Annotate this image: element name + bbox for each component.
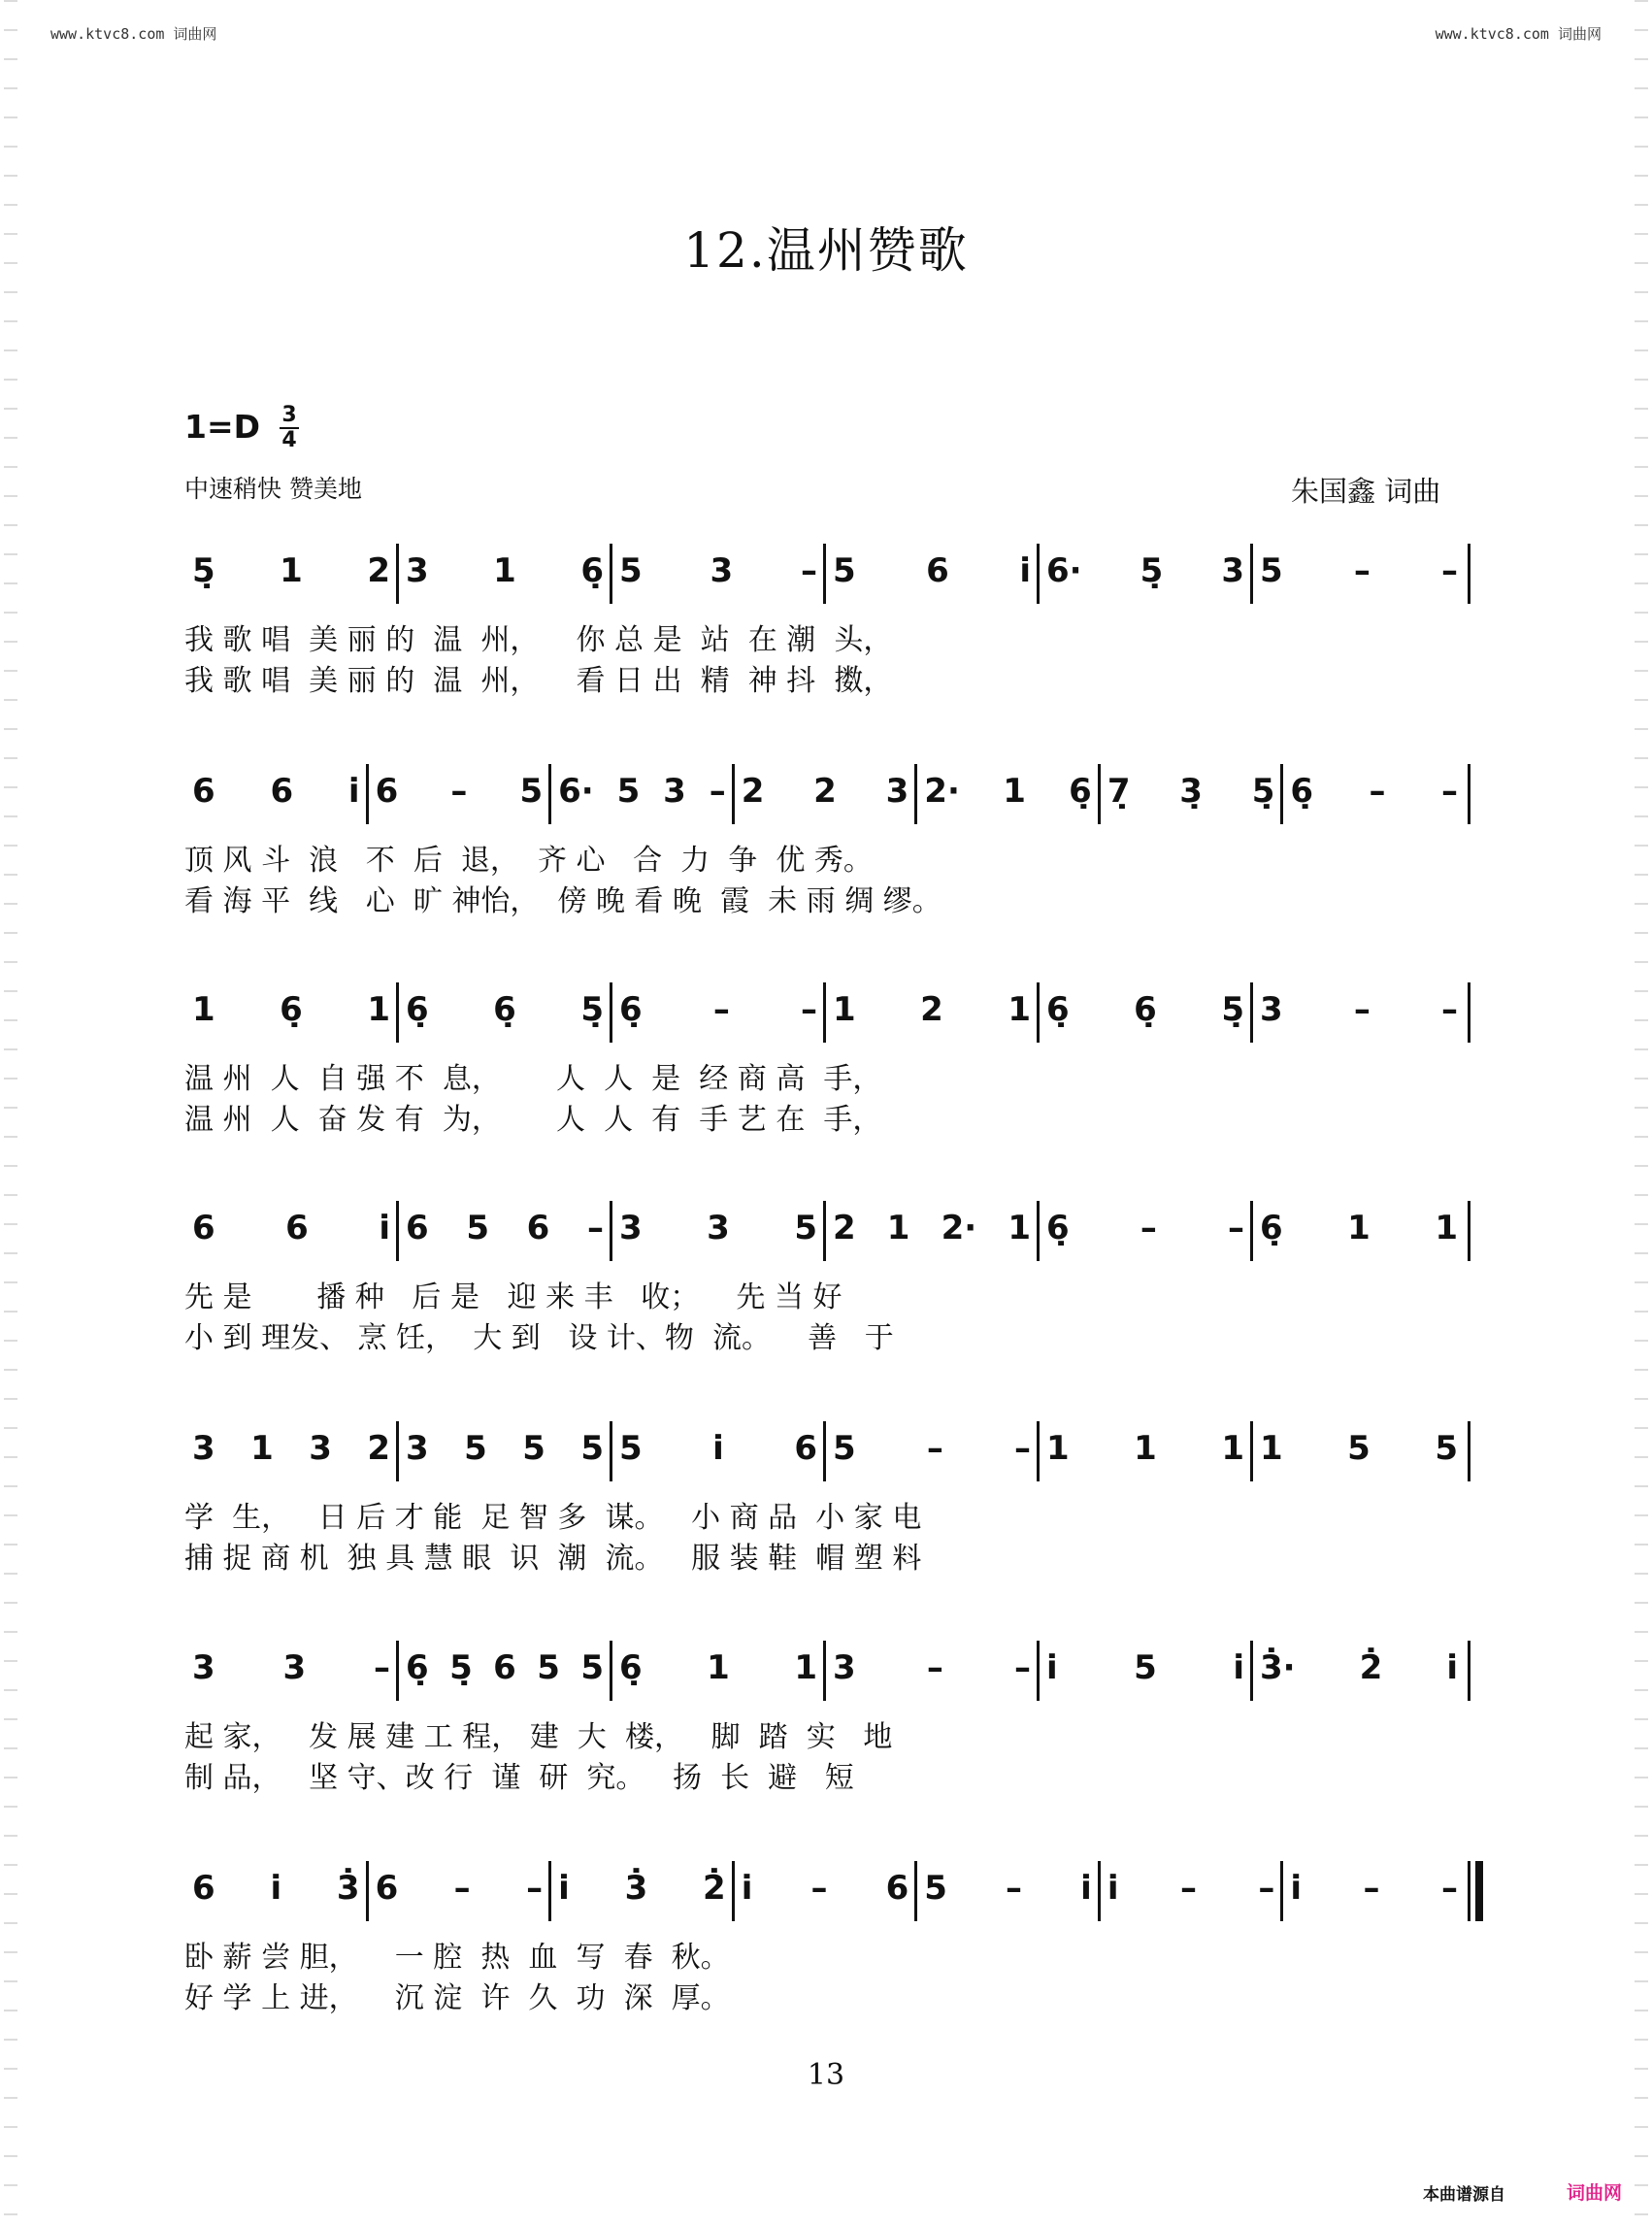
barline — [1098, 764, 1101, 824]
measure-1-6: 5 – – — [1260, 551, 1458, 590]
barline — [366, 764, 369, 824]
measure-4-3: 3 3 5 — [619, 1209, 817, 1247]
lyric-line-4-2: 小 到 理发、 烹 饪， 大 到 设 计、物 流。 善 于 — [184, 1321, 894, 1355]
measure-3-1: 1 6̣ 1 — [192, 990, 390, 1029]
measure-4-6: 6̣ 1 1 — [1260, 1209, 1458, 1247]
measure-7-7: i̇ – – — [1290, 1869, 1458, 1908]
header-left: www.ktvc8.com 词曲网 — [50, 25, 217, 43]
lyric-line-7-2: 好 学 上 进， 沉 淀 许 久 功 深 厚。 — [184, 1981, 730, 2015]
barline — [1250, 982, 1253, 1043]
measure-7-1: 6 i̇ 3̇ — [192, 1869, 360, 1908]
footer-logo: 词曲网 — [1567, 2182, 1623, 2204]
barline — [1037, 1641, 1040, 1701]
lyric-line-1-2: 我 歌 唱 美 丽 的 温 州， 看 日 出 精 神 抖 擞， — [184, 664, 893, 698]
end-barline — [1468, 764, 1470, 824]
time-signature — [280, 404, 299, 452]
measure-7-6: i̇ – – — [1107, 1869, 1275, 1908]
barline — [1280, 764, 1283, 824]
barline — [1250, 1641, 1253, 1701]
measure-5-2: 3 5 5 5 — [406, 1429, 604, 1468]
barline — [823, 544, 826, 604]
end-barline — [1468, 544, 1470, 604]
measure-2-6: 7̣ 3̣ 5̣ — [1107, 772, 1275, 811]
page-number: 13 — [807, 2058, 845, 2092]
footer-source-text: 本曲谱源自 — [1423, 2185, 1505, 2205]
barline — [1250, 1201, 1253, 1261]
lyric-line-3-2: 温 州 人 奋 发 有 为， 人 人 有 手 艺 在 手， — [184, 1103, 882, 1137]
barline — [396, 982, 399, 1043]
measure-5-6: 1 5 5 — [1260, 1429, 1458, 1468]
barline — [1037, 544, 1040, 604]
barline — [610, 1201, 612, 1261]
barline — [548, 764, 551, 824]
barline — [732, 764, 735, 824]
measure-6-5: i̇ 5 i̇ — [1046, 1648, 1244, 1687]
measure-1-5: 6· 5̣ 3 — [1046, 551, 1244, 590]
final-barline-thick — [1475, 1861, 1483, 1921]
barline — [610, 1421, 612, 1481]
end-barline — [1468, 1201, 1470, 1261]
measure-2-5: 2· 1 6̣ — [924, 772, 1092, 811]
measure-6-3: 6̣ 1 1 — [619, 1648, 817, 1687]
barline — [1280, 1861, 1283, 1921]
right-edge-watermark — [1635, 0, 1648, 2227]
measure-4-4: 2 1 2· 1 — [833, 1209, 1031, 1247]
measure-6-4: 3 – – — [833, 1648, 1031, 1687]
measure-6-1: 3 3 – — [192, 1648, 390, 1687]
barline — [1250, 1421, 1253, 1481]
barline — [396, 1421, 399, 1481]
measure-5-1: 3 1 3 2 — [192, 1429, 390, 1468]
barline — [1037, 982, 1040, 1043]
measure-2-2: 6 – 5 — [375, 772, 544, 811]
composer-credit: 朱国鑫 词曲 — [1291, 475, 1441, 508]
barline — [396, 1641, 399, 1701]
measure-4-1: 6 6 i̇ — [192, 1209, 390, 1247]
barline — [1250, 544, 1253, 604]
barline — [1037, 1421, 1040, 1481]
lyric-line-5-1: 学 生， 日 后 才 能 足 智 多 谋。 小 商 品 小 家 电 — [184, 1501, 922, 1535]
time-signature-bottom: 4 — [281, 428, 297, 452]
measure-6-6: 3̇· 2̇ i̇ — [1260, 1648, 1458, 1687]
end-barline — [1468, 1641, 1470, 1701]
measure-2-7: 6̣ – – — [1290, 772, 1458, 811]
measure-2-1: 6 6 i̇ — [192, 772, 360, 811]
measure-6-2: 6̣ 5̣ 6 5 5 — [406, 1648, 604, 1687]
measure-5-3: 5 i̇ 6 — [619, 1429, 817, 1468]
measure-7-5: 5 – i̇ — [924, 1869, 1092, 1908]
lyric-line-5-2: 捕 捉 商 机 独 具 慧 眼 识 潮 流。 服 装 鞋 帽 塑 料 — [184, 1542, 922, 1576]
page-title: 12.温州赞歌 — [683, 222, 969, 279]
barline — [1098, 1861, 1101, 1921]
measure-3-3: 6̣ – – — [619, 990, 817, 1029]
barline — [548, 1861, 551, 1921]
barline — [396, 544, 399, 604]
left-edge-watermark — [4, 0, 17, 2227]
lyric-line-6-2: 制 品， 坚 守、改 行 谨 研 究。 扬 长 避 短 — [184, 1761, 854, 1795]
lyric-line-7-1: 卧 薪 尝 胆， 一 腔 热 血 写 春 秋。 — [184, 1941, 730, 1975]
measure-7-2: 6 – – — [375, 1869, 544, 1908]
barline — [914, 1861, 917, 1921]
measure-7-3: i̇ 3̇ 2̇ — [558, 1869, 726, 1908]
final-barline-thin — [1468, 1861, 1470, 1921]
measure-2-4: 2 2 3 — [741, 772, 909, 811]
measure-1-3: 5 3 – — [619, 551, 817, 590]
time-signature-top: 3 — [281, 403, 297, 427]
lyric-line-4-1: 先 是 播 种 后 是 迎 来 丰 收； 先 当 好 — [184, 1280, 843, 1314]
measure-3-2: 6̣ 6̣ 5̣ — [406, 990, 604, 1029]
barline — [610, 544, 612, 604]
header-right: www.ktvc8.com 词曲网 — [1435, 25, 1602, 43]
barline — [732, 1861, 735, 1921]
barline — [914, 764, 917, 824]
barline — [610, 982, 612, 1043]
barline — [396, 1201, 399, 1261]
measure-4-5: 6̣ – – — [1046, 1209, 1244, 1247]
key-signature: 1=D — [184, 408, 261, 446]
lyric-line-1-1: 我 歌 唱 美 丽 的 温 州， 你 总 是 站 在 潮 头， — [184, 623, 893, 657]
barline — [823, 1641, 826, 1701]
lyric-line-6-1: 起 家， 发 展 建 工 程， 建 大 楼， 脚 踏 实 地 — [184, 1720, 893, 1754]
measure-3-4: 1 2 1 — [833, 990, 1031, 1029]
measure-7-4: i̇ – 6 — [741, 1869, 909, 1908]
barline — [610, 1641, 612, 1701]
end-barline — [1468, 982, 1470, 1043]
measure-4-2: 6 5 6 – — [406, 1209, 604, 1247]
end-barline — [1468, 1421, 1470, 1481]
measure-5-4: 5 – – — [833, 1429, 1031, 1468]
tempo-marking: 中速稍快 赞美地 — [184, 475, 362, 503]
barline — [366, 1861, 369, 1921]
lyric-line-2-2: 看 海 平 线 心 旷 神怡， 傍 晚 看 晚 霞 未 雨 绸 缪。 — [184, 884, 942, 918]
barline — [823, 1421, 826, 1481]
lyric-line-3-1: 温 州 人 自 强 不 息， 人 人 是 经 商 高 手， — [184, 1062, 882, 1096]
barline — [823, 982, 826, 1043]
measure-3-5: 6̣ 6̣ 5̣ — [1046, 990, 1244, 1029]
barline — [823, 1201, 826, 1261]
measure-2-3: 6· 5 3 – — [558, 772, 726, 811]
measure-1-1: 5̣ 1 2 — [192, 551, 390, 590]
measure-1-2: 3 1 6̣ — [406, 551, 604, 590]
barline — [1037, 1201, 1040, 1261]
measure-1-4: 5 6 i̇ — [833, 551, 1031, 590]
measure-3-6: 3 – – — [1260, 990, 1458, 1029]
lyric-line-2-1: 顶 风 斗 浪 不 后 退， 齐 心 合 力 争 优 秀。 — [184, 844, 873, 878]
measure-5-5: 1 1 1 — [1046, 1429, 1244, 1468]
